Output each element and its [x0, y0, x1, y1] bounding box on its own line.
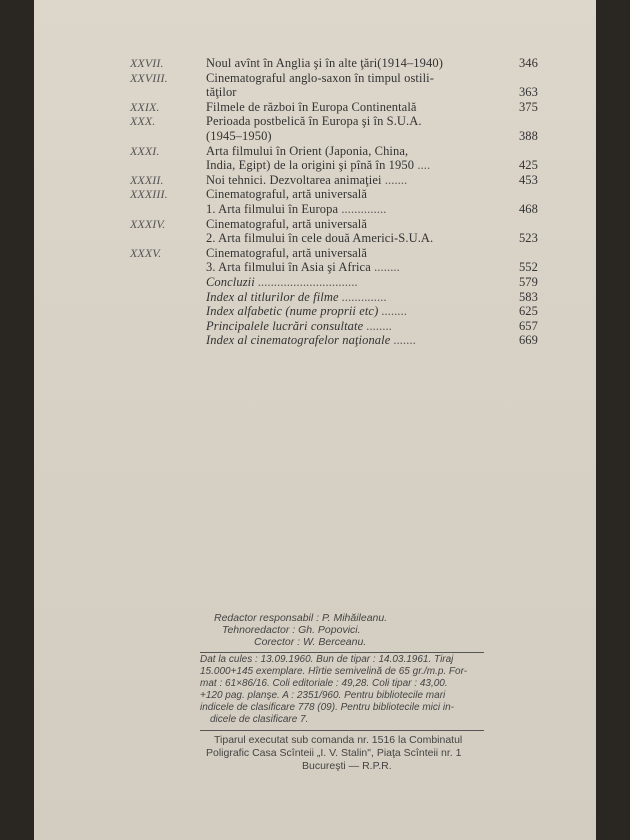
staff-credit: Redactor responsabil : P. Mihăileanu. [214, 612, 388, 624]
print-detail: 15.000+145 exemplare. Hîrtie semivelină de 65 gr./m.p. For- [200, 666, 468, 677]
chapter-number: XXIX. [130, 99, 160, 114]
chapter-title: 2. Arta filmului în cele două Americi-S.U.A. [206, 231, 434, 246]
chapter-title: tăţilor [206, 85, 237, 100]
print-detail: mat : 61×86/16. Coli editoriale : 49,28. Coli tipar : 43,00. [200, 678, 448, 689]
toc-entry [34, 56, 596, 70]
toc-entry [34, 71, 596, 85]
page-number: 625 [518, 304, 538, 319]
printer-info: Bucureşti — R.P.R. [302, 760, 392, 772]
page-number: 346 [518, 56, 538, 70]
printer-info: Poligrafic Casa Scînteii „I. V. Stalin", Piaţa Scînteii nr. 1 [206, 747, 462, 759]
divider [200, 730, 484, 731]
chapter-title: (1945–1950) [206, 129, 272, 143]
page-number: 375 [518, 99, 538, 114]
chapter-title: 1. Arta filmului în Europa .............. [206, 202, 387, 216]
staff-credit: Tehnoredactor : Gh. Popovici. [222, 624, 361, 636]
printer-info: Tiparul executat sub comanda nr. 1516 la Combinatul [214, 734, 463, 746]
toc-entry [34, 114, 596, 128]
page-number: 453 [518, 172, 538, 187]
page-number: 363 [518, 85, 538, 100]
chapter-title: Noi tehnici. Dezvoltarea animaţiei ....... [206, 172, 408, 187]
chapter-number: XXX. [130, 114, 156, 129]
chapter-title: Index al titlurilor de filme .............. [206, 289, 388, 304]
chapter-number: XXXIV. [130, 216, 166, 231]
toc-entry [34, 260, 596, 274]
page-number: 552 [518, 260, 538, 275]
chapter-title: Cinematograful, artă universală [206, 187, 368, 202]
chapter-title: Index al cinematografelor naţionale ....... [206, 333, 417, 348]
toc-entry [34, 129, 596, 143]
chapter-title: Cinematograful, artă universală [206, 245, 368, 260]
toc-entry [34, 290, 596, 304]
toc-entry [34, 144, 596, 158]
page-number: 669 [518, 333, 538, 348]
chapter-number: XXXV. [130, 245, 162, 260]
toc-entry [34, 246, 596, 260]
chapter-title: Perioada postbelică în Europa şi în S.U.A. [206, 114, 422, 129]
print-detail: Dat la cules : 13.09.1960. Bun de tipar : 14.03.1961. Tiraj [200, 654, 454, 665]
chapter-title: Concluzii ............................... [206, 275, 359, 289]
page-number: 468 [518, 202, 538, 216]
chapter-title: Principalele lucrări consultate ........ [206, 318, 393, 333]
toc-entry [34, 202, 596, 216]
print-detail: indicele de clasificare 778 (09). Pentru bibliotecile mici in- [200, 702, 455, 713]
toc-entry [34, 85, 596, 99]
toc-entry [34, 187, 596, 201]
page-number: 579 [518, 275, 538, 289]
print-detail: +120 pag. planşe. A : 2351/960. Pentru bibliotecile mari [200, 690, 446, 701]
page-number: 523 [518, 231, 538, 246]
toc-entry [34, 304, 596, 318]
chapter-title: Noul avînt în Anglia şi în alte ţări(1914–1940) [206, 56, 443, 70]
chapter-title: Filmele de război în Europa Continentală [206, 99, 417, 114]
page-number: 657 [518, 318, 538, 333]
chapter-number: XXXII. [130, 172, 164, 187]
toc-entry [34, 158, 596, 172]
toc-entry [34, 333, 596, 347]
toc-entry [34, 217, 596, 231]
print-detail: dicele de clasificare 7. [210, 714, 309, 725]
chapter-title: Arta filmului în Orient (Japonia, China, [206, 143, 409, 158]
divider [200, 652, 484, 653]
chapter-title: 3. Arta filmului în Asia şi Africa ........ [206, 260, 400, 275]
chapter-number: XXVIII. [130, 70, 168, 85]
chapter-title: Index alfabetic (nume proprii etc) ........ [206, 304, 408, 319]
book-page [34, 0, 596, 840]
chapter-number: XXVII. [130, 56, 164, 70]
toc-entry [34, 173, 596, 187]
toc-entry [34, 319, 596, 333]
staff-credit: Corector : W. Berceanu. [254, 636, 367, 648]
chapter-title: Cinematograful, artă universală [206, 216, 368, 231]
toc-entry [34, 231, 596, 245]
toc-entry [34, 275, 596, 289]
chapter-number: XXXIII. [130, 187, 168, 202]
page-number: 388 [518, 129, 538, 143]
page-number: 425 [518, 158, 538, 173]
chapter-title: Cinematograful anglo-saxon în timpul ostili- [206, 70, 434, 85]
page-number: 583 [518, 289, 538, 304]
toc-entry [34, 100, 596, 114]
chapter-number: XXXI. [130, 143, 160, 158]
chapter-title: India, Egipt) de la origini şi pînă în 1950 .... [206, 158, 431, 173]
